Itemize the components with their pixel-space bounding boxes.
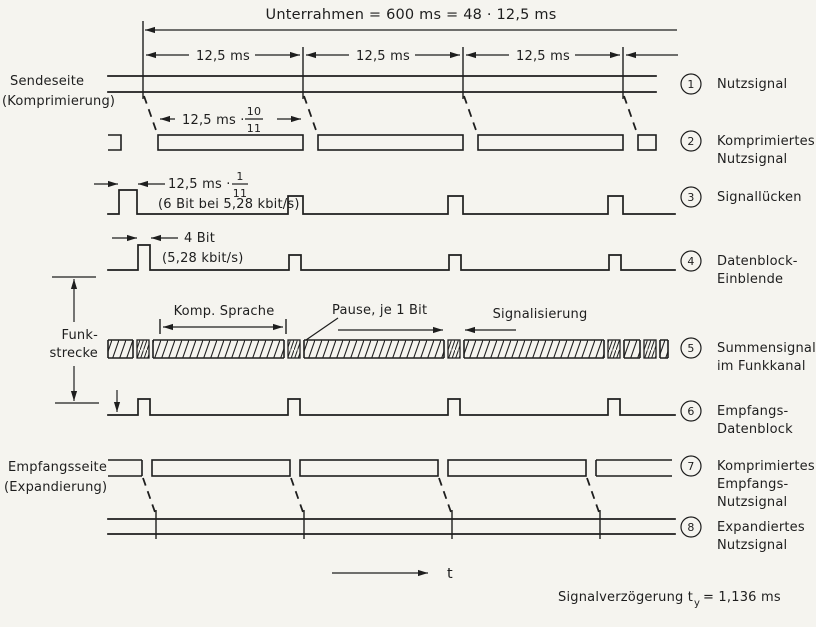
- legend-item-7: [681, 456, 815, 510]
- legend-item-6: [681, 401, 793, 437]
- legend-item-5: [681, 338, 816, 374]
- legend-item-3: [681, 187, 802, 207]
- legend-text: Nutzsignal: [717, 495, 788, 510]
- compression-slant: [464, 96, 477, 133]
- legend-text: Komprimiertes: [717, 134, 815, 149]
- datablock-block: [608, 340, 620, 358]
- legend-text: Nutzsignal: [717, 77, 788, 92]
- datablock-slot: [640, 339, 660, 359]
- time-axis: [332, 566, 453, 582]
- rx-compressed-segment: [152, 460, 290, 476]
- delay-prefix: Signalverzögerung t: [558, 590, 694, 605]
- datablock-bitrate-note: (5,28 kbit/s): [162, 251, 244, 266]
- datablock-block: [288, 340, 300, 358]
- gap-bitrate-note: (6 Bit bei 5,28 kbit/s): [158, 197, 300, 212]
- row-signalluecken-waveform: [94, 170, 675, 214]
- legend-number: 4: [687, 255, 695, 268]
- datablock-block: [644, 340, 656, 358]
- frame-label: Unterrahmen = 600 ms = 48 · 12,5 ms: [265, 7, 557, 23]
- datablock-block: [137, 340, 149, 358]
- legend-item-4: [681, 251, 798, 287]
- interval-label: 12,5 ms: [516, 49, 570, 64]
- expansion-slant: [291, 478, 304, 515]
- compression-slant: [624, 96, 637, 133]
- legend-number: 3: [687, 191, 695, 204]
- sender-line2: (Komprimierung): [2, 94, 116, 109]
- legend-text: Summensignal: [717, 341, 816, 356]
- fraction-denominator: 11: [246, 122, 262, 135]
- delay-note: [558, 590, 781, 609]
- legend-number: 1: [687, 78, 695, 91]
- row-komprimiertes-empfangs-nutzsignal-waveform: [108, 460, 672, 515]
- legend-text: Einblende: [717, 272, 784, 287]
- compressed-dimension-label: 12,5 ms ·: [182, 113, 245, 128]
- sum-signal-hatched-band: [108, 340, 668, 358]
- legend-text: Empfangs-: [717, 477, 789, 492]
- expansion-slant: [587, 478, 600, 515]
- row-datenblock-einblende-waveform: [108, 231, 675, 270]
- legend-text: im Funkkanal: [717, 359, 806, 374]
- frame-dimension: [143, 7, 678, 99]
- legend-number: 8: [687, 521, 695, 534]
- compressed-segment: [318, 135, 463, 150]
- komp-sprache-label: Komp. Sprache: [173, 304, 275, 319]
- legend-item-2: [681, 131, 815, 167]
- datablock-slot: [284, 339, 304, 359]
- compression-slant: [304, 96, 317, 133]
- rx-datablock-pulse-train: [108, 399, 675, 415]
- delay-subscript: y: [694, 598, 701, 609]
- funkstrecke-line1: Funk-: [61, 328, 98, 343]
- compressed-segment-partial: [108, 135, 121, 150]
- row-nutzsignal-waveform: [108, 76, 656, 92]
- legend-number: 2: [687, 135, 695, 148]
- funkstrecke-line2: strecke: [49, 346, 98, 361]
- interval-label: 12,5 ms: [196, 49, 250, 64]
- datablock-slot: [604, 339, 624, 359]
- pause-label: Pause, je 1 Bit: [332, 303, 428, 318]
- gap-dimension-label: 12,5 ms ·: [168, 177, 231, 192]
- datablock-slot: [133, 339, 153, 359]
- legend-text: Empfangs-: [717, 404, 789, 419]
- row-summensignal-band: [108, 303, 668, 359]
- time-axis-label: t: [447, 566, 453, 582]
- expansion-slant: [143, 478, 156, 515]
- compressed-segment: [478, 135, 623, 150]
- datablock-block: [448, 340, 460, 358]
- legend-number: 7: [687, 460, 695, 473]
- legend-item-1: [681, 74, 787, 94]
- legend-item-8: [681, 517, 805, 553]
- fraction-denominator: 11: [232, 187, 248, 200]
- row-expandiertes-nutzsignal-waveform: [108, 510, 675, 539]
- interval-label: 12,5 ms: [356, 49, 410, 64]
- legend-text: Nutzsignal: [717, 152, 788, 167]
- compressed-segment-partial: [638, 135, 656, 150]
- receiver-line2: (Expandierung): [4, 480, 108, 495]
- delay-value: = 1,136 ms: [703, 590, 781, 605]
- sender-line1: Sendeseite: [10, 74, 85, 89]
- pause-leader-line: [306, 318, 338, 340]
- legend-text: Signallücken: [717, 190, 802, 205]
- row-empfangs-datenblock-waveform: [108, 390, 675, 415]
- compressed-segment: [158, 135, 303, 150]
- legend-text: Datenblock-: [717, 254, 798, 269]
- compression-slant: [144, 96, 157, 133]
- legend: [681, 74, 816, 553]
- legend-text: Expandiertes: [717, 520, 805, 535]
- datablock-slot: [444, 339, 464, 359]
- row-komprimiertes-nutzsignal-waveform: [108, 96, 656, 150]
- receiver-label: [4, 460, 107, 495]
- legend-number: 5: [687, 342, 695, 355]
- fraction-numerator: 1: [236, 170, 244, 183]
- rx-compressed-segment: [448, 460, 586, 476]
- fraction-numerator: 10: [246, 105, 262, 118]
- legend-text: Komprimiertes: [717, 459, 815, 474]
- expansion-slant: [439, 478, 452, 515]
- rx-compressed-segment-partial: [108, 460, 142, 476]
- legend-text: Nutzsignal: [717, 538, 788, 553]
- datablock-dimension-label: 4 Bit: [184, 231, 216, 246]
- legend-number: 6: [687, 405, 695, 418]
- signalisierung-label: Signalisierung: [492, 307, 588, 322]
- receiver-line1: Empfangsseite: [8, 460, 108, 475]
- legend-text: Datenblock: [717, 422, 793, 437]
- rx-compressed-segment-partial: [596, 460, 672, 476]
- funkstrecke-span: [49, 277, 99, 403]
- rx-compressed-segment: [300, 460, 438, 476]
- sender-label: [2, 74, 115, 109]
